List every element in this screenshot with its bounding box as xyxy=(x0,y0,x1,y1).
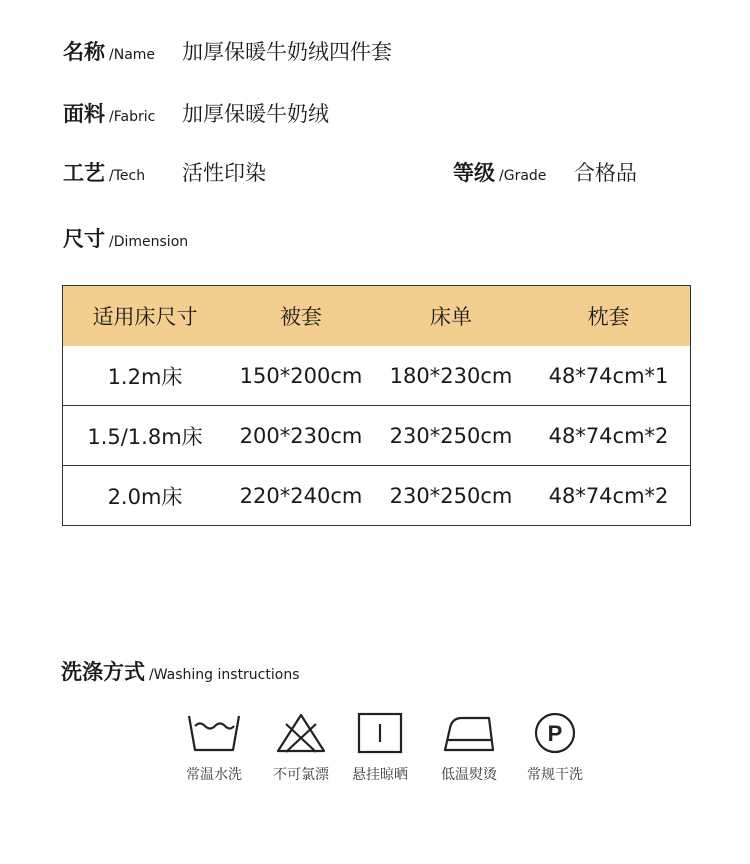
grade-label-en: /Grade xyxy=(499,168,547,184)
tech-label-cn: 工艺 xyxy=(63,161,105,185)
fabric-label xyxy=(63,98,155,128)
cell-pillowcase: 48*74cm*2 xyxy=(527,406,691,466)
name-value: 加厚保暖牛奶绒四件套 xyxy=(182,40,392,64)
fabric-label-cn: 面料 xyxy=(63,102,105,126)
grade-value: 合格品 xyxy=(574,161,637,185)
header-bed-size: 适用床尺寸 xyxy=(63,286,228,347)
table-row xyxy=(63,466,691,526)
wash-tub-icon xyxy=(186,712,242,754)
no-bleach-icon xyxy=(275,712,327,754)
cell-bed-size: 1.2m床 xyxy=(107,364,183,389)
cell-duvet-cover: 220*240cm xyxy=(227,466,375,526)
svg-text:P: P xyxy=(547,721,563,746)
header-duvet-cover: 被套 xyxy=(227,286,375,347)
header-pillowcase: 枕套 xyxy=(527,286,691,347)
care-label: 低温熨烫 xyxy=(441,767,497,783)
care-label: 悬挂晾晒 xyxy=(352,767,408,783)
dimension-label-cn: 尺寸 xyxy=(63,227,105,251)
name-label-en: /Name xyxy=(109,47,156,63)
tech-value: 活性印染 xyxy=(182,161,266,185)
size-table xyxy=(62,285,691,526)
tech-label xyxy=(63,157,145,187)
dimension-label xyxy=(63,223,188,253)
care-item-dry-clean xyxy=(510,712,600,784)
grade-label-cn: 等级 xyxy=(453,161,495,185)
cell-bed-sheet: 230*250cm xyxy=(375,406,527,466)
care-item-low-iron xyxy=(424,712,514,784)
care-item-no-bleach xyxy=(256,712,346,784)
care-label: 不可氯漂 xyxy=(273,767,329,783)
table-row xyxy=(63,346,691,406)
cell-pillowcase: 48*74cm*2 xyxy=(527,466,691,526)
washing-title-cn: 洗涤方式 xyxy=(61,660,145,684)
hang-dry-icon xyxy=(357,712,403,754)
fabric-value: 加厚保暖牛奶绒 xyxy=(182,102,329,126)
care-item-hang-dry xyxy=(335,712,425,784)
cell-duvet-cover: 200*230cm xyxy=(227,406,375,466)
cell-bed-sheet: 230*250cm xyxy=(375,466,527,526)
washing-title xyxy=(61,656,300,686)
low-iron-icon xyxy=(442,712,496,754)
washing-title-en: /Washing instructions xyxy=(149,667,300,683)
name-label xyxy=(63,36,155,66)
cell-bed-size: 2.0m床 xyxy=(63,466,228,526)
care-label: 常规干洗 xyxy=(527,767,583,783)
size-table-header xyxy=(63,286,691,347)
care-label: 常温水洗 xyxy=(186,767,242,783)
care-item-wash xyxy=(169,712,259,784)
grade-label xyxy=(453,157,546,187)
tech-label-en: /Tech xyxy=(109,168,146,184)
cell-bed-size: 1.5/1.8m床 xyxy=(63,406,228,466)
dimension-label-en: /Dimension xyxy=(109,234,189,250)
table-row xyxy=(63,406,691,466)
cell-bed-sheet: 180*230cm xyxy=(389,363,513,388)
name-label-cn: 名称 xyxy=(63,40,105,64)
cell-duvet-cover: 150*200cm xyxy=(239,363,363,388)
dry-clean-p-icon xyxy=(533,712,577,754)
cell-pillowcase: 48*74cm*1 xyxy=(548,363,669,388)
fabric-label-en: /Fabric xyxy=(109,109,156,125)
header-bed-sheet: 床单 xyxy=(375,286,527,347)
